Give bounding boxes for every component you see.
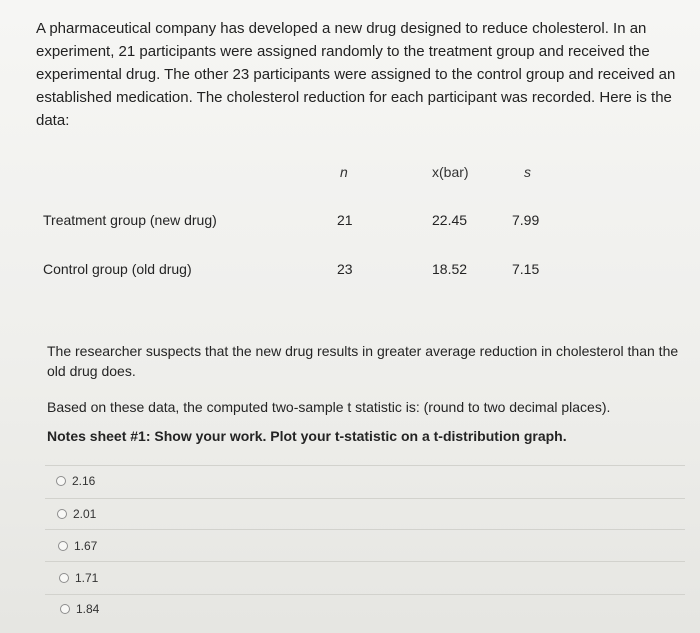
cell-treatment-xbar: 22.45 [432,212,468,228]
radio-button[interactable] [60,604,70,614]
question-prompt: Based on these data, the computed two-sample t statistic is: (round to two decimal places). [47,399,611,415]
radio-button[interactable] [57,509,67,519]
choice-label: 1.84 [76,602,100,616]
answer-choice[interactable] [56,474,95,488]
row-label-control: Control group (old drug) [43,261,192,277]
question-suspicion: The researcher suspects that the new drug results in greater average reduction in cholesterol than the old drug does. [47,343,679,379]
header-xbar: x(bar) [432,164,469,180]
choice-label: 1.71 [75,571,99,585]
cell-control-xbar: 18.52 [432,261,468,277]
choice-divider [45,498,685,499]
choice-divider [45,561,685,562]
radio-button[interactable] [59,573,69,583]
row-label-treatment: Treatment group (new drug) [43,212,217,228]
answer-choice[interactable] [58,539,97,553]
cell-treatment-s: 7.99 [512,212,540,228]
choice-label: 2.01 [73,507,97,521]
choice-divider [45,529,685,530]
choice-label: 2.16 [72,474,96,488]
radio-button[interactable] [56,476,66,486]
question-notes: Notes sheet #1: Show your work. Plot your t-statistic on a t-distribution graph. [47,428,567,444]
choice-divider [45,594,685,595]
header-s: s [524,164,531,180]
cell-control-n: 23 [337,261,353,277]
answer-choice[interactable] [60,602,99,616]
radio-button[interactable] [58,541,68,551]
answer-choice[interactable] [59,571,98,585]
cell-control-s: 7.15 [512,261,540,277]
choice-divider [45,465,685,466]
header-n: n [340,164,348,180]
answer-choice[interactable] [57,507,96,521]
cell-treatment-n: 21 [337,212,353,228]
choice-label: 1.67 [74,539,98,553]
question-intro: A pharmaceutical company has developed a new drug designed to reduce cholesterol. In an experiment, 21 participants were assigned randomly to the treatment group and received the experimental drug. The other 23 participants were assigned to the control group and received an established medication. The cholesterol reduction for each participant was recorded. Here is the data: [36,20,676,129]
